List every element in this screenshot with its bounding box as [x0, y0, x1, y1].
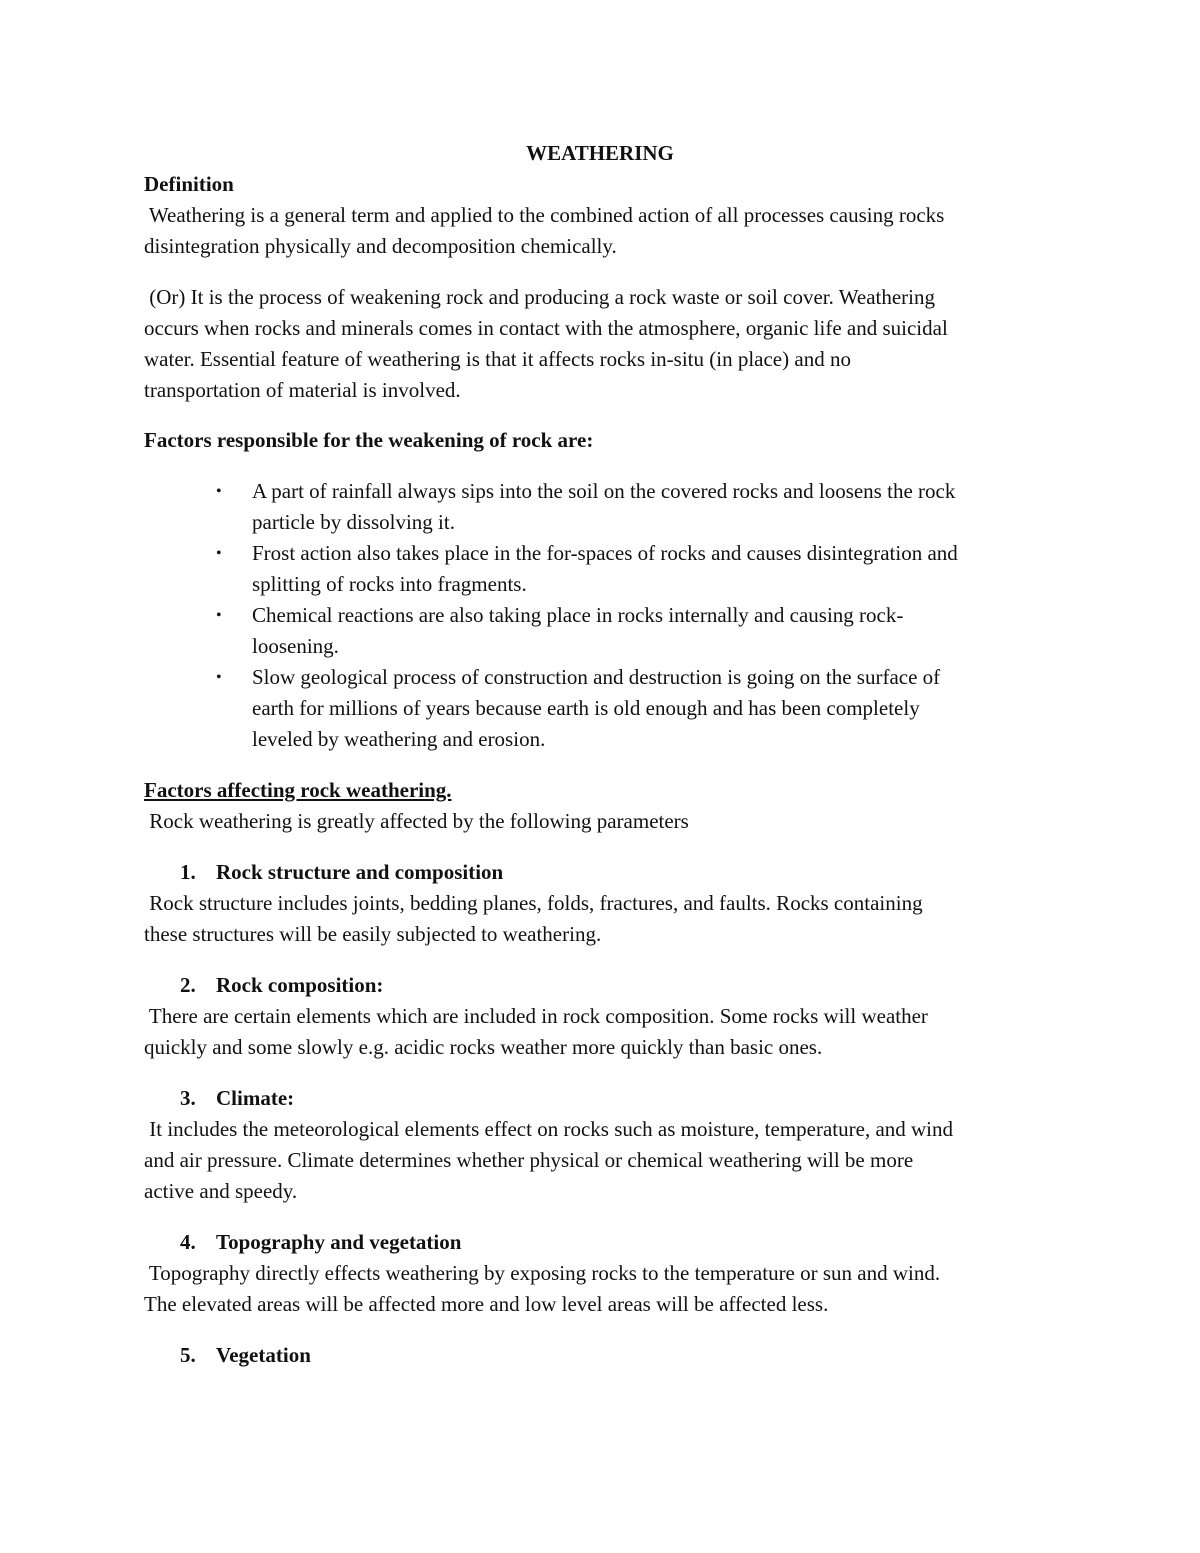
- section-body-topography: [144, 1258, 1064, 1320]
- section-number: 3.: [180, 1086, 196, 1110]
- factors-responsible-heading: Factors responsible for the weakening of rock are:: [144, 428, 594, 452]
- section-body-rock-composition: [144, 1001, 1064, 1063]
- or-paragraph-line-3: water. Essential feature of weathering is that it affects rocks in-situ (in place) and no: [144, 347, 851, 371]
- section-heading-climate: [180, 1083, 294, 1114]
- section-number: 4.: [180, 1230, 196, 1254]
- section-title: Rock structure and composition: [216, 860, 504, 884]
- section-heading-topography: [180, 1227, 461, 1258]
- definition-line-2: disintegration physically and decomposition chemically.: [144, 234, 617, 258]
- factors-affecting-section: [144, 775, 1064, 837]
- list-item: [144, 538, 1064, 600]
- bullet-icon: •: [216, 607, 222, 624]
- section-line: these structures will be easily subjected to weathering.: [144, 922, 602, 946]
- bullet-icon: •: [216, 669, 222, 686]
- section-line: Rock structure includes joints, bedding planes, folds, fractures, and faults. Rocks containing: [144, 891, 923, 915]
- section-title: Climate:: [216, 1086, 295, 1110]
- list-item-line: Slow geological process of construction and destruction is going on the surface of: [252, 665, 941, 689]
- document-title: WEATHERING: [526, 141, 674, 165]
- definition-heading: Definition: [144, 172, 234, 196]
- section-body-rock-structure: [144, 888, 1064, 950]
- list-item-line: loosening.: [252, 634, 339, 658]
- or-paragraph: [144, 282, 1064, 406]
- section-title: Topography and vegetation: [216, 1230, 462, 1254]
- or-paragraph-line-2: occurs when rocks and minerals comes in contact with the atmosphere, organic life and suicidal: [144, 316, 948, 340]
- factors-responsible-list: [144, 476, 1064, 755]
- list-item: [144, 600, 1064, 662]
- list-item-line: A part of rainfall always sips into the soil on the covered rocks and loosens the rock: [252, 479, 956, 503]
- section-line: and air pressure. Climate determines whether physical or chemical weathering will be more: [144, 1148, 914, 1172]
- definition-section: [144, 169, 1064, 262]
- section-heading-vegetation: [180, 1340, 311, 1371]
- bullet-icon: •: [216, 483, 222, 500]
- list-item-line: splitting of rocks into fragments.: [252, 572, 527, 596]
- list-item-line: particle by dissolving it.: [252, 510, 455, 534]
- section-heading-rock-composition: [180, 970, 383, 1001]
- section-line: quickly and some slowly e.g. acidic rocks weather more quickly than basic ones.: [144, 1035, 823, 1059]
- definition-line-1: Weathering is a general term and applied to the combined action of all processes causing rocks: [144, 203, 945, 227]
- section-title: Rock composition:: [216, 973, 384, 997]
- section-line: Topography directly effects weathering by exposing rocks to the temperature or sun and wind.: [144, 1261, 941, 1285]
- section-body-climate: [144, 1114, 1064, 1207]
- or-paragraph-line-4: transportation of material is involved.: [144, 378, 461, 402]
- bullet-icon: •: [216, 545, 222, 562]
- or-paragraph-line-1: (Or) It is the process of weakening rock and producing a rock waste or soil cover. Weathering: [144, 285, 935, 309]
- section-line: It includes the meteorological elements effect on rocks such as moisture, temperature, and wind: [144, 1117, 954, 1141]
- list-item-line: leveled by weathering and erosion.: [252, 727, 546, 751]
- section-line: active and speedy.: [144, 1179, 298, 1203]
- list-item-line: earth for millions of years because earth is old enough and has been completely: [252, 696, 920, 720]
- section-number: 2.: [180, 973, 196, 997]
- factors-affecting-heading: Factors affecting rock weathering.: [144, 778, 452, 802]
- section-title: Vegetation: [216, 1343, 311, 1367]
- section-number: 5.: [180, 1343, 196, 1367]
- list-item: [144, 476, 1064, 538]
- list-item-line: Frost action also takes place in the for-spaces of rocks and causes disintegration and: [252, 541, 958, 565]
- section-line: The elevated areas will be affected more and low level areas will be affected less.: [144, 1292, 829, 1316]
- section-number: 1.: [180, 860, 196, 884]
- section-heading-rock-structure: [180, 857, 503, 888]
- factors-affecting-intro: Rock weathering is greatly affected by the following parameters: [144, 809, 689, 833]
- list-item: [144, 662, 1064, 755]
- list-item-line: Chemical reactions are also taking place in rocks internally and causing rock-: [252, 603, 904, 627]
- section-line: There are certain elements which are included in rock composition. Some rocks will weather: [144, 1004, 928, 1028]
